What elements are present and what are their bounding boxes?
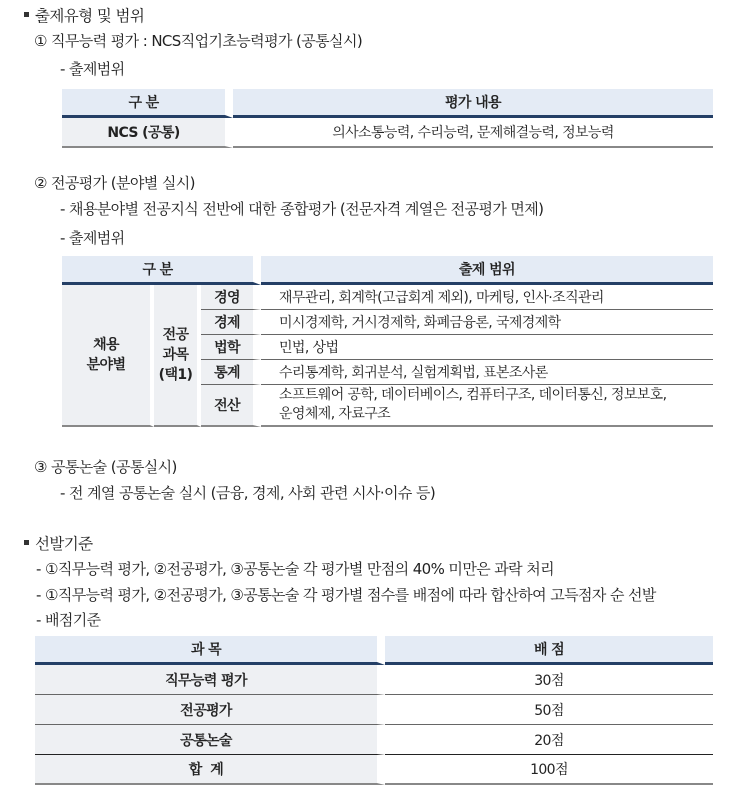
cell-score: 30점 xyxy=(385,665,713,695)
cell-scope: 민법, 상법 xyxy=(261,335,713,360)
table-row xyxy=(35,725,713,755)
cell-score: 20점 xyxy=(385,725,713,755)
square-bullet-icon xyxy=(24,540,29,545)
cell-scope xyxy=(261,385,713,427)
table-header-category: 구 분 xyxy=(62,256,261,285)
section-title-text: 선발기준 xyxy=(35,535,93,553)
cell-subject: 공통논술 xyxy=(35,725,385,755)
scope-line: 운영체제, 자료구조 xyxy=(279,406,391,422)
group-label-line: 과목 xyxy=(162,347,189,363)
square-bullet-icon xyxy=(24,12,29,17)
item2-range-label: - 출제범위 xyxy=(60,229,125,247)
cell-subject: 전공평가 xyxy=(35,695,385,725)
table-row xyxy=(62,118,713,148)
cell-subject-total: 합 계 xyxy=(35,755,385,785)
table-row xyxy=(35,695,713,725)
item1-range-label: - 출제범위 xyxy=(60,60,125,78)
item3-heading: ③ 공통논술 (공통실시) xyxy=(34,458,177,476)
cell-field: 통계 xyxy=(201,360,261,385)
cell-field: 경영 xyxy=(201,285,261,310)
cell-field: 전산 xyxy=(201,385,261,427)
scope-line: 소프트웨어 공학, 데이터베이스, 컴퓨터구조, 데이터통신, 정보보호, xyxy=(279,387,667,403)
item3-description: - 전 계열 공통논술 실시 (금융, 경제, 사회 관련 시사·이슈 등) xyxy=(60,484,436,502)
table-row-total xyxy=(35,755,713,785)
item2-description: - 채용분야별 전공지식 전반에 대한 종합평가 (전문자격 계열은 전공평가 면제) xyxy=(60,200,544,218)
item1-heading: ① 직무능력 평가 : NCS직업기초능력평가 (공통실시) xyxy=(34,32,363,50)
table-header-score: 배 점 xyxy=(385,636,713,665)
cell-scope: 재무관리, 회계학(고급회계 제외), 마케팅, 인사·조직관리 xyxy=(261,285,713,310)
group-label-line: 전공 xyxy=(162,327,189,343)
group-label-line: (택1) xyxy=(158,367,193,383)
cell-field: 경제 xyxy=(201,310,261,335)
cell-scope: 수리통계학, 회귀분석, 실험계획법, 표본조사론 xyxy=(261,360,713,385)
table-row xyxy=(62,285,713,310)
table-row xyxy=(35,665,713,695)
section-title-exam-type xyxy=(24,4,144,26)
table-header-scope: 출제 범위 xyxy=(261,256,713,285)
cell-field: 법학 xyxy=(201,335,261,360)
cell-group-recruit-field xyxy=(62,285,154,427)
item2-heading: ② 전공평가 (분야별 실시) xyxy=(34,174,195,192)
cell-score-total: 100점 xyxy=(385,755,713,785)
cell-score: 50점 xyxy=(385,695,713,725)
ncs-range-table xyxy=(62,89,713,148)
cell-content: 의사소통능력, 수리능력, 문제해결능력, 정보능력 xyxy=(233,118,713,148)
group-label-line: 채용 xyxy=(93,337,119,353)
section-title-selection xyxy=(24,532,93,554)
group-label-line: 분야별 xyxy=(86,357,126,373)
selection-line-3: - 배점기준 xyxy=(36,611,101,629)
table-header-content: 평가 내용 xyxy=(233,89,713,118)
score-table xyxy=(35,636,713,785)
cell-scope: 미시경제학, 거시경제학, 화폐금융론, 국제경제학 xyxy=(261,310,713,335)
section-title-text: 출제유형 및 범위 xyxy=(35,7,145,25)
major-range-table xyxy=(62,256,713,427)
cell-subject: 직무능력 평가 xyxy=(35,665,385,695)
selection-line-2: - ①직무능력 평가, ②전공평가, ③공통논술 각 평가별 점수를 배점에 따라 합산하여 고득점자 순 선발 xyxy=(36,586,656,604)
cell-group-major-subject xyxy=(154,285,201,427)
selection-line-1: - ①직무능력 평가, ②전공평가, ③공통논술 각 평가별 만점의 40% 미만은 과락 처리 xyxy=(36,560,555,578)
table-header-category: 구 분 xyxy=(62,89,233,118)
cell-category: NCS (공통) xyxy=(62,118,233,148)
table-header-subject: 과 목 xyxy=(35,636,385,665)
